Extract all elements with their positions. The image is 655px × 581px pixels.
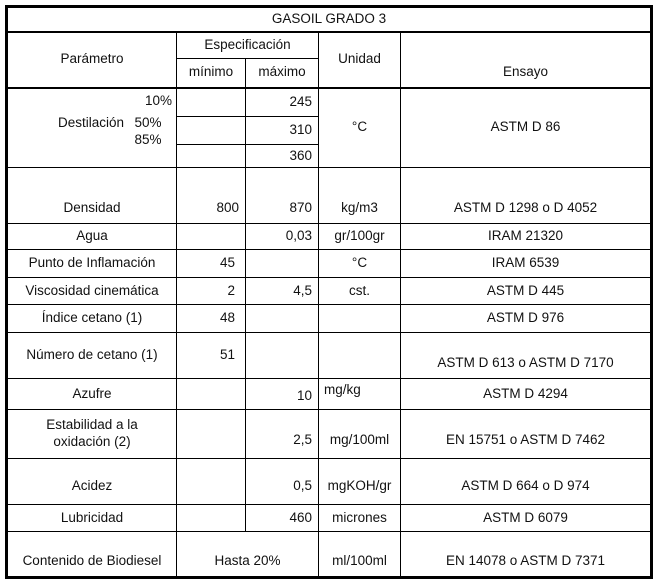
row-indice-cetano [7, 305, 652, 333]
indice-param: Índice cetano (1) [7, 305, 177, 333]
viscosidad-max: 4,5 [246, 278, 319, 305]
col-header-ensayo: Ensayo [401, 32, 652, 88]
agua-min [177, 224, 246, 250]
biodiesel-spec: Hasta 20% [177, 532, 319, 578]
col-header-unidad: Unidad [319, 32, 401, 88]
acidez-param: Acidez [7, 459, 177, 505]
estabilidad-min [177, 410, 246, 459]
lubricidad-max: 460 [246, 505, 319, 532]
agua-param: Agua [7, 224, 177, 250]
destilacion-max-2: 310 [246, 117, 319, 145]
indice-min: 48 [177, 305, 246, 333]
azufre-max: 10 [246, 379, 319, 410]
azufre-unit: mg/kg [319, 379, 401, 410]
punto-ensayo: IRAM 6539 [401, 250, 652, 278]
destilacion-label: Destilación [58, 115, 125, 131]
numero-param: Número de cetano (1) [7, 333, 177, 379]
estabilidad-unit: mg/100ml [319, 410, 401, 459]
viscosidad-ensayo: ASTM D 445 [401, 278, 652, 305]
azufre-ensayo: ASTM D 4294 [401, 379, 652, 410]
destilacion-max-1: 245 [246, 88, 319, 117]
row-estabilidad [7, 410, 652, 459]
viscosidad-min: 2 [177, 278, 246, 305]
indice-max [246, 305, 319, 333]
row-acidez [7, 459, 652, 505]
col-header-minimo: mínimo [177, 59, 246, 88]
punto-unit: °C [319, 250, 401, 278]
densidad-max: 870 [246, 168, 319, 224]
row-lubricidad [7, 505, 652, 532]
punto-max [246, 250, 319, 278]
estabilidad-max: 2,5 [246, 410, 319, 459]
destilacion-50-85-label: 50% 85% [134, 115, 162, 148]
row-viscosidad [7, 278, 652, 305]
densidad-unit: kg/m3 [319, 168, 401, 224]
acidez-ensayo: ASTM D 664 o D 974 [401, 459, 652, 505]
destilacion-name-line [8, 109, 176, 149]
agua-unit: gr/100gr [319, 224, 401, 250]
acidez-min [177, 459, 246, 505]
indice-unit [319, 305, 401, 333]
biodiesel-unit: ml/100ml [319, 532, 401, 578]
biodiesel-param: Contenido de Biodiesel [7, 532, 177, 578]
punto-param: Punto de Inflamación [7, 250, 177, 278]
row-azufre [7, 379, 652, 410]
acidez-max: 0,5 [246, 459, 319, 505]
estabilidad-ensayo: EN 15751 o ASTM D 7462 [401, 410, 652, 459]
destilacion-10pct-label: 10% [144, 92, 172, 108]
lubricidad-unit: micrones [319, 505, 401, 532]
col-header-parametro: Parámetro [7, 32, 177, 88]
col-header-especificacion: Especificación [177, 32, 319, 59]
densidad-min: 800 [177, 168, 246, 224]
destilacion-param-cell [7, 88, 177, 168]
destilacion-max-3: 360 [246, 145, 319, 168]
viscosidad-param: Viscosidad cinemática [7, 278, 177, 305]
numero-ensayo: ASTM D 613 o ASTM D 7170 [401, 333, 652, 379]
biodiesel-ensayo: EN 14078 o ASTM D 7371 [401, 532, 652, 578]
azufre-min [177, 379, 246, 410]
agua-ensayo: IRAM 21320 [401, 224, 652, 250]
estabilidad-param: Estabilidad a la oxidación (2) [7, 410, 177, 459]
agua-max: 0,03 [246, 224, 319, 250]
row-densidad [7, 168, 652, 224]
spec-table [5, 5, 653, 579]
destilacion-min-3 [177, 145, 246, 168]
densidad-ensayo: ASTM D 1298 o D 4052 [401, 168, 652, 224]
indice-ensayo: ASTM D 976 [401, 305, 652, 333]
table-title: GASOIL GRADO 3 [7, 7, 652, 32]
lubricidad-param: Lubricidad [7, 505, 177, 532]
numero-min: 51 [177, 333, 246, 379]
numero-max [246, 333, 319, 379]
lubricidad-min [177, 505, 246, 532]
row-destilacion [7, 88, 652, 117]
punto-min: 45 [177, 250, 246, 278]
densidad-param: Densidad [7, 168, 177, 224]
azufre-param: Azufre [7, 379, 177, 410]
destilacion-min-1 [177, 88, 246, 117]
numero-unit [319, 333, 401, 379]
destilacion-ensayo: ASTM D 86 [401, 88, 652, 168]
row-agua [7, 224, 652, 250]
destilacion-unit: °C [319, 88, 401, 168]
lubricidad-ensayo: ASTM D 6079 [401, 505, 652, 532]
acidez-unit: mgKOH/gr [319, 459, 401, 505]
destilacion-min-2 [177, 117, 246, 145]
row-biodiesel [7, 532, 652, 578]
row-numero-cetano [7, 333, 652, 379]
viscosidad-unit: cst. [319, 278, 401, 305]
col-header-maximo: máximo [246, 59, 319, 88]
row-punto-inflamacion [7, 250, 652, 278]
